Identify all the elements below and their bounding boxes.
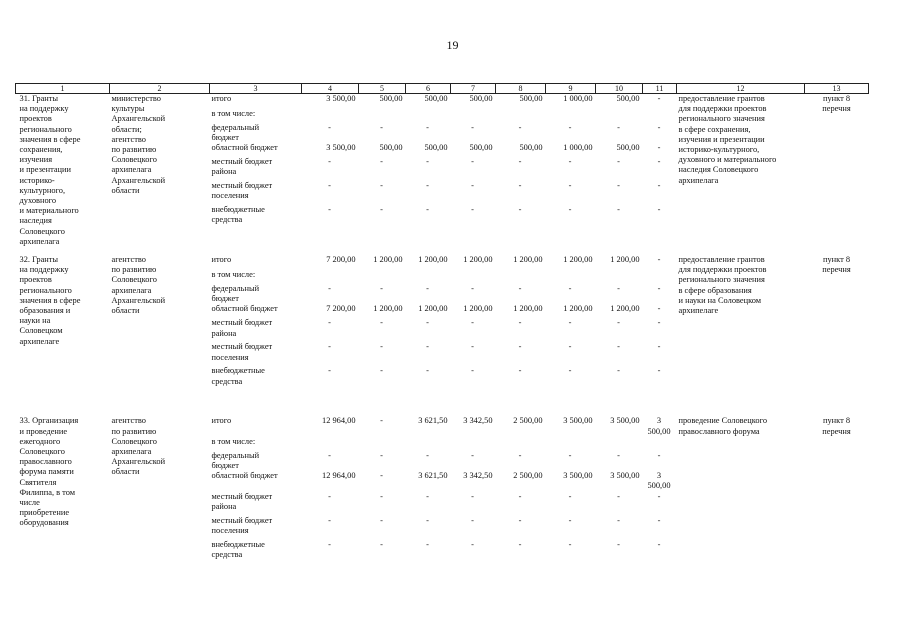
funding-value: [359, 109, 406, 123]
column-number-header: 6: [406, 84, 451, 94]
funding-value: [596, 270, 643, 284]
funding-value: [496, 437, 546, 451]
funding-value: -: [380, 471, 383, 481]
funding-value: -: [617, 204, 620, 214]
funding-value: -: [426, 283, 429, 293]
funding-value: -: [568, 204, 572, 214]
funding-value: [359, 270, 406, 284]
funding-value: [451, 437, 496, 451]
funding-value: -: [617, 515, 620, 525]
funding-value: -: [471, 491, 474, 501]
funding-value: -: [380, 539, 383, 549]
measure-name: 33. Организация и проведение ежегодного Соловецкого православного форума памяти Святителя Филиппа, в том числе приобретение оборудования: [19, 416, 79, 528]
funding-value: -: [328, 156, 331, 166]
funding-value: -: [471, 450, 474, 460]
funding-value: -: [328, 515, 331, 525]
funding-value: -: [568, 342, 572, 352]
column-number-header: 3: [210, 84, 302, 94]
funding-value: -: [518, 342, 522, 352]
funding-value: 2 500,00: [513, 416, 543, 426]
funding-value: 7 200,00: [326, 254, 356, 264]
funding-value: -: [426, 180, 429, 190]
funding-value: -: [657, 122, 661, 132]
column-number-header: 12: [677, 84, 805, 94]
expected-result: предоставление грантов для поддержки проектов регионального значения в сфере сохранения, изучения и презентации историко-культурного, духовного и материального наследия Соловецкого архипелага: [678, 94, 777, 185]
table-row: [16, 255, 869, 270]
funding-value: 1 000,00: [563, 142, 593, 152]
funding-value: 500,00: [424, 142, 448, 152]
funding-value: 7 200,00: [326, 304, 356, 314]
funding-value: -: [657, 450, 661, 460]
table-body: [16, 94, 869, 568]
funding-value: -: [617, 366, 620, 376]
funding-source: в том числе:: [211, 269, 256, 279]
funding-value: -: [657, 283, 661, 293]
funding-value: -: [568, 515, 572, 525]
funding-source: областной бюджет: [211, 471, 278, 481]
funding-value: -: [328, 491, 331, 501]
funding-source: областной бюджет: [211, 304, 278, 314]
column-number-header: 1: [16, 84, 110, 94]
funding-value: -: [471, 342, 474, 352]
funding-value: 1 200,00: [563, 254, 593, 264]
funding-value: -: [518, 204, 522, 214]
funding-source: местный бюджет района: [211, 491, 273, 511]
funding-value: -: [380, 318, 383, 328]
funding-value: [643, 270, 677, 284]
funding-value: [451, 109, 496, 123]
funding-value: -: [657, 156, 661, 166]
funding-value: -: [328, 539, 331, 549]
column-number-header: 5: [359, 84, 406, 94]
funding-value: 500,00: [519, 94, 543, 103]
funding-value: [406, 437, 451, 451]
funding-value: 3 342,50: [463, 416, 493, 426]
funding-value: -: [657, 204, 661, 214]
expected-result: проведение Соловецкого православного форума: [678, 416, 768, 436]
funding-value: -: [471, 366, 474, 376]
funding-value: -: [518, 539, 522, 549]
funding-value: -: [380, 366, 383, 376]
funding-value: -: [657, 318, 661, 328]
funding-value: -: [471, 318, 474, 328]
funding-value: -: [471, 283, 474, 293]
funding-value: 500,00: [616, 142, 640, 152]
funding-value: 500,00: [379, 94, 403, 103]
funding-source: итого: [211, 94, 232, 103]
funding-value: -: [328, 342, 331, 352]
funding-value: -: [568, 450, 572, 460]
column-number-header: 10: [596, 84, 643, 94]
funding-value: -: [568, 283, 572, 293]
funding-value: [643, 437, 677, 451]
funding-value: -: [426, 515, 429, 525]
funding-value: 1 200,00: [513, 254, 543, 264]
column-number-header: 11: [643, 84, 677, 94]
funding-value: 1 200,00: [373, 304, 403, 314]
measure-name: 31. Гранты на поддержку проектов регионального значения в сфере сохранения, изучения и презентации историко- культурного, духовного и материального наследия Соловецкого архипелага: [19, 94, 81, 246]
funding-value: -: [518, 122, 522, 132]
funding-value: 3 500,00: [563, 471, 593, 481]
funding-value: -: [471, 156, 474, 166]
responsible-executor: агентство по развитию Соловецкого архипелага Архангельской области: [111, 416, 166, 477]
funding-value: [496, 109, 546, 123]
funding-source: внебюджетные средства: [211, 366, 265, 386]
funding-value: -: [426, 156, 429, 166]
funding-value: -: [657, 515, 661, 525]
funding-value: -: [471, 180, 474, 190]
funding-value: 3 342,50: [463, 471, 493, 481]
funding-value: 500,00: [469, 94, 493, 103]
funding-value: -: [471, 515, 474, 525]
funding-value: -: [568, 491, 572, 501]
funding-value: -: [657, 342, 661, 352]
funding-source: федеральный бюджет: [211, 283, 260, 304]
funding-source: федеральный бюджет: [211, 122, 260, 142]
funding-value: -: [380, 180, 383, 190]
funding-source: местный бюджет поселения: [211, 342, 273, 362]
funding-source: федеральный бюджет: [211, 450, 260, 470]
table-header: [16, 84, 869, 94]
funding-value: -: [518, 318, 522, 328]
funding-value: 500,00: [379, 142, 403, 152]
funding-value: [451, 270, 496, 284]
funding-source: итого: [211, 416, 232, 426]
expected-result: предоставление грантов для поддержки проектов регионального значения в сфере образования и науки на Соловецком архипелаге: [678, 254, 767, 315]
funding-value: -: [617, 450, 620, 460]
funding-value: -: [617, 342, 620, 352]
funding-value: -: [426, 318, 429, 328]
column-number-header: 13: [805, 84, 869, 94]
column-number-header: 8: [496, 84, 546, 94]
funding-value: 3 621,50: [418, 471, 448, 481]
funding-value: -: [328, 366, 331, 376]
funding-source: областной бюджет: [211, 142, 278, 152]
funding-value: -: [568, 122, 572, 132]
funding-value: 3 621,50: [418, 416, 448, 426]
funding-value: 500,00: [616, 94, 640, 103]
funding-value: -: [380, 450, 383, 460]
funding-value: -: [657, 142, 661, 152]
funding-value: 1 200,00: [418, 304, 448, 314]
funding-value: -: [617, 491, 620, 501]
funding-value: -: [657, 491, 661, 501]
funding-value: -: [380, 416, 383, 426]
funding-source: местный бюджет поселения: [211, 180, 273, 201]
funding-source: итого: [211, 254, 232, 264]
funding-value: [546, 270, 596, 284]
funding-value: -: [380, 342, 383, 352]
table-row: [16, 416, 869, 436]
funding-value: -: [380, 283, 383, 293]
funding-value: -: [518, 366, 522, 376]
funding-value: [596, 109, 643, 123]
funding-value: 3 500,00: [326, 142, 356, 152]
funding-value: [596, 437, 643, 451]
funding-value: -: [617, 283, 620, 293]
funding-value: 3 500,00: [563, 416, 593, 426]
funding-value: -: [471, 539, 474, 549]
funding-value: -: [568, 539, 572, 549]
column-number-header: 4: [302, 84, 359, 94]
funding-value: -: [657, 94, 661, 103]
funding-value: [406, 270, 451, 284]
funding-value: -: [568, 180, 572, 190]
funding-value: -: [568, 156, 572, 166]
funding-value: 3 500,00: [610, 471, 640, 481]
responsible-executor: министерство культуры Архангельской области; агентство по развитию Соловецкого архипелага Архангельской области: [111, 94, 166, 195]
column-number-header: 7: [451, 84, 496, 94]
funding-value: 12 964,00: [322, 471, 356, 481]
funding-value: -: [426, 539, 429, 549]
funding-value: [546, 109, 596, 123]
funding-value: 2 500,00: [513, 471, 543, 481]
funding-value: -: [426, 122, 429, 132]
funding-value: -: [657, 180, 661, 190]
funding-value: 500,00: [519, 142, 543, 152]
table-row: [16, 94, 869, 109]
funding-value: [302, 437, 359, 451]
funding-value: -: [471, 122, 474, 132]
funding-value: [302, 270, 359, 284]
funding-value: -: [328, 180, 331, 190]
funding-value: 1 200,00: [463, 304, 493, 314]
funding-value: -: [328, 122, 331, 132]
funding-value: [406, 109, 451, 123]
funding-source: местный бюджет района: [211, 318, 273, 338]
funding-value: 1 200,00: [610, 304, 640, 314]
funding-value: -: [328, 318, 331, 328]
funding-value: [643, 109, 677, 123]
column-number-header: 2: [110, 84, 210, 94]
responsible-executor: агентство по развитию Соловецкого архипелага Архангельской области: [111, 254, 166, 315]
measure-name: 32. Гранты на поддержку проектов регионального значения в сфере образования и науки на Соловецком архипелаге: [19, 254, 81, 346]
funding-value: 1 200,00: [563, 304, 593, 314]
funding-source: местный бюджет района: [211, 156, 273, 177]
funding-value: 1 200,00: [513, 304, 543, 314]
funding-value: [302, 109, 359, 123]
basis-reference: пункт 8 перечня: [822, 94, 851, 114]
funding-value: 3 500,00: [610, 416, 640, 426]
funding-value: -: [518, 450, 522, 460]
funding-source: в том числе:: [211, 436, 256, 446]
funding-value: -: [518, 180, 522, 190]
funding-value: [546, 437, 596, 451]
funding-value: -: [518, 156, 522, 166]
column-number-header: 9: [546, 84, 596, 94]
basis-reference: пункт 8 перечня: [822, 254, 851, 275]
funding-value: -: [426, 342, 429, 352]
funding-value: [496, 270, 546, 284]
funding-value: -: [657, 366, 661, 376]
funding-value: -: [426, 450, 429, 460]
funding-source: местный бюджет поселения: [211, 515, 273, 535]
program-table: [15, 83, 869, 568]
funding-value: 1 200,00: [610, 254, 640, 264]
funding-value: -: [328, 204, 331, 214]
funding-value: 500,00: [424, 94, 448, 103]
funding-value: -: [426, 366, 429, 376]
funding-value: 3 500,00: [326, 94, 356, 103]
funding-value: -: [426, 204, 429, 214]
funding-value: -: [518, 491, 522, 501]
funding-value: -: [617, 539, 620, 549]
funding-value: -: [568, 366, 572, 376]
funding-value: -: [380, 491, 383, 501]
funding-value: -: [617, 122, 620, 132]
funding-value: 3 500,00: [647, 471, 671, 491]
funding-value: -: [426, 491, 429, 501]
funding-source: внебюджетные средства: [211, 539, 265, 559]
funding-value: -: [471, 204, 474, 214]
funding-value: 3 500,00: [647, 416, 671, 436]
funding-value: -: [617, 318, 620, 328]
page-number: 19: [446, 38, 459, 52]
basis-reference: пункт 8 перечня: [822, 416, 851, 436]
funding-value: -: [328, 283, 331, 293]
funding-value: -: [657, 254, 661, 264]
funding-value: -: [380, 122, 383, 132]
funding-value: -: [518, 283, 522, 293]
funding-source: в том числе:: [211, 108, 256, 118]
funding-value: -: [380, 515, 383, 525]
funding-value: 12 964,00: [322, 416, 356, 426]
funding-source: внебюджетные средства: [211, 204, 265, 225]
funding-value: 1 200,00: [418, 254, 448, 264]
funding-value: 500,00: [469, 142, 493, 152]
funding-value: -: [518, 515, 522, 525]
funding-value: -: [617, 156, 620, 166]
funding-value: 1 200,00: [373, 254, 403, 264]
funding-value: [359, 437, 406, 451]
funding-value: -: [657, 304, 661, 314]
funding-value: -: [380, 204, 383, 214]
funding-value: -: [568, 318, 572, 328]
funding-value: -: [617, 180, 620, 190]
funding-value: 1 000,00: [563, 94, 593, 103]
funding-value: -: [380, 156, 383, 166]
funding-value: -: [328, 450, 331, 460]
funding-value: 1 200,00: [463, 254, 493, 264]
funding-value: -: [657, 539, 661, 549]
